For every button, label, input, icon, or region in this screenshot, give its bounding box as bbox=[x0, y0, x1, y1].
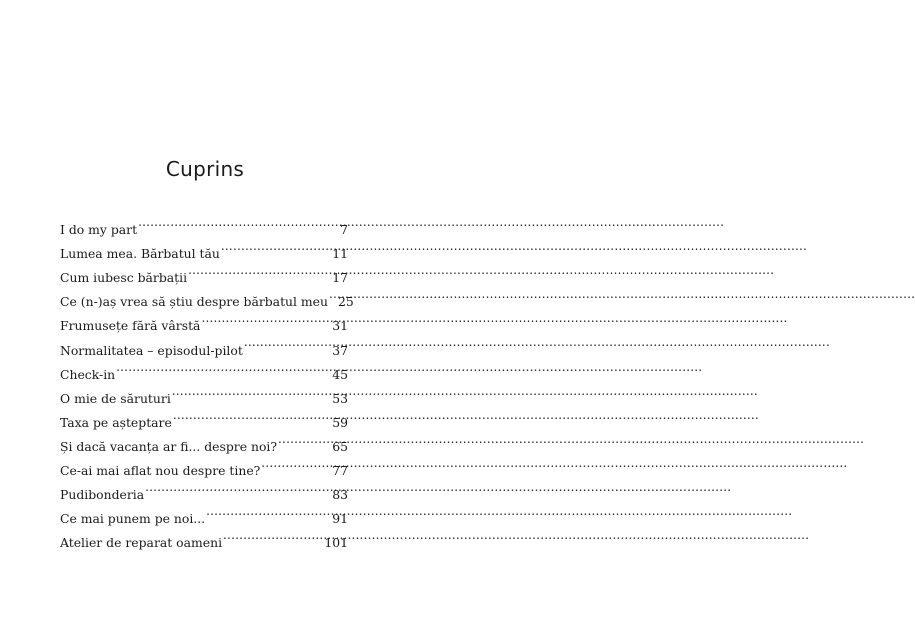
toc-entry-page-number: 65 bbox=[332, 438, 348, 454]
dot-leader bbox=[201, 306, 331, 330]
toc-entry-title: Ce-ai mai aflat nou despre tine? bbox=[60, 463, 261, 479]
toc-entry-page-number: 83 bbox=[332, 487, 348, 503]
toc-entry-page-number: 77 bbox=[332, 463, 348, 479]
toc-entry-page-number: 91 bbox=[332, 511, 348, 527]
toc-entry-title: I do my part bbox=[60, 222, 138, 238]
dot-leader bbox=[329, 282, 337, 306]
page-title: Cuprins bbox=[165, 157, 245, 181]
toc-entry bbox=[60, 210, 348, 238]
toc-entry-page-number: 53 bbox=[332, 390, 348, 406]
dot-leader bbox=[173, 403, 331, 427]
dot-leader bbox=[223, 523, 323, 547]
toc-entry-title: Atelier de reparat oameni bbox=[60, 535, 223, 551]
dot-leader bbox=[278, 427, 331, 451]
book-page bbox=[0, 0, 410, 631]
toc-entry-page-number: 25 bbox=[338, 294, 354, 310]
toc-entry-title: O mie de săruturi bbox=[60, 390, 171, 406]
toc-entry-title: Pudibonderia bbox=[60, 487, 145, 503]
toc-entry-title: Taxa pe așteptare bbox=[60, 414, 172, 430]
toc-entry-page-number: 37 bbox=[332, 342, 348, 358]
toc-entry-page-number: 45 bbox=[332, 366, 348, 382]
toc-entry-page-number: 59 bbox=[332, 414, 348, 430]
dot-leader bbox=[244, 330, 331, 354]
toc-entry-title: Ce mai punem pe noi... bbox=[60, 511, 206, 527]
toc-entry-page-number: 101 bbox=[324, 535, 348, 551]
toc-entry-title: Cum iubesc bărbații bbox=[60, 270, 188, 286]
toc-entry-page-number: 7 bbox=[340, 222, 348, 238]
toc-entry-title: Și dacă vacanța ar fi... despre noi? bbox=[60, 438, 278, 454]
dot-leader bbox=[172, 379, 331, 403]
toc-entry-page-number: 17 bbox=[332, 270, 348, 286]
dot-leader bbox=[116, 355, 331, 379]
dot-leader bbox=[206, 499, 331, 523]
dot-leader bbox=[145, 475, 331, 499]
toc-entry-title: Check-in bbox=[60, 366, 116, 382]
toc-entry-title: Lumea mea. Bărbatul tău bbox=[60, 246, 220, 262]
toc-entry-page-number: 11 bbox=[332, 246, 348, 262]
toc-entry-title: Frumusețe fără vârstă bbox=[60, 318, 201, 334]
table-of-contents bbox=[60, 210, 354, 551]
toc-entry-title: Normalitatea – episodul-pilot bbox=[60, 342, 243, 358]
dot-leader bbox=[221, 234, 331, 258]
toc-entry-page-number: 31 bbox=[332, 318, 348, 334]
dot-leader bbox=[261, 451, 331, 475]
dot-leader bbox=[138, 210, 339, 234]
toc-entry-title: Ce (n-)aș vrea să știu despre bărbatul meu bbox=[60, 294, 328, 310]
dot-leader bbox=[188, 258, 331, 282]
